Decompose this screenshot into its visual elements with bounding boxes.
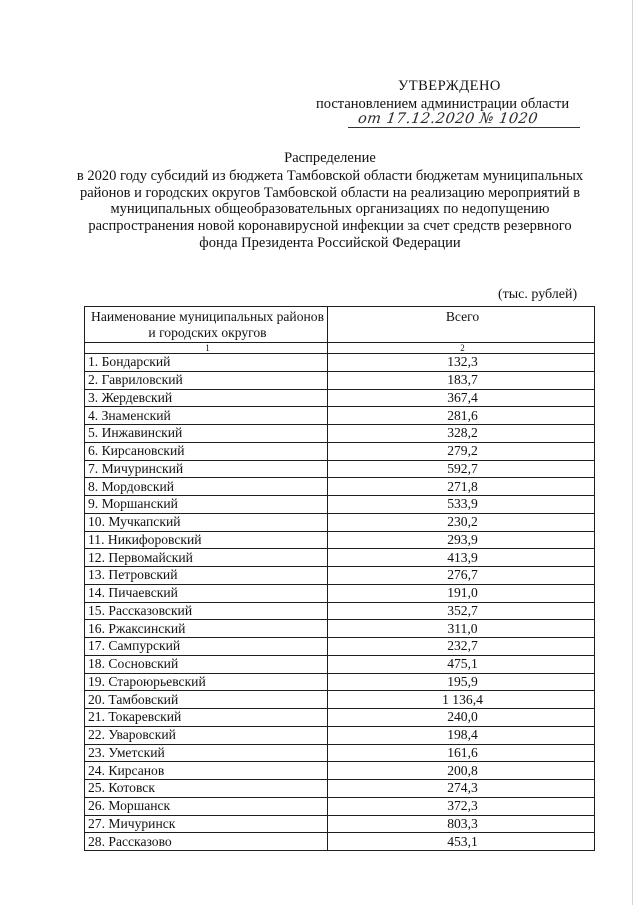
approval-handwritten-date: от 17.12.2020 № 1020 xyxy=(356,111,540,127)
district-total: 1 136,4 xyxy=(328,691,595,709)
district-name: 4. Знаменский xyxy=(85,407,328,425)
document-heading xyxy=(70,150,590,252)
table-row xyxy=(85,549,595,567)
district-name: 28. Рассказово xyxy=(85,833,328,851)
district-total: 533,9 xyxy=(328,496,595,514)
district-total: 200,8 xyxy=(328,762,595,780)
district-name: 20. Тамбовский xyxy=(85,691,328,709)
district-name: 18. Сосновский xyxy=(85,655,328,673)
district-name: 7. Мичуринский xyxy=(85,460,328,478)
district-total: 311,0 xyxy=(328,620,595,638)
district-total: 372,3 xyxy=(328,797,595,815)
district-name: 13. Петровский xyxy=(85,567,328,585)
district-name: 21. Токаревский xyxy=(85,709,328,727)
table-row xyxy=(85,407,595,425)
district-total: 240,0 xyxy=(328,709,595,727)
district-total: 475,1 xyxy=(328,655,595,673)
table-row xyxy=(85,726,595,744)
district-name: 26. Моршанск xyxy=(85,797,328,815)
table-row xyxy=(85,478,595,496)
district-total: 803,3 xyxy=(328,815,595,833)
table-row xyxy=(85,709,595,727)
table-row xyxy=(85,371,595,389)
district-name: 10. Мучкапский xyxy=(85,513,328,531)
table-row xyxy=(85,442,595,460)
district-total: 274,3 xyxy=(328,780,595,798)
table-row xyxy=(85,389,595,407)
column-number-row xyxy=(85,343,595,354)
scan-edge-line xyxy=(632,0,633,905)
district-name: 16. Ржаксинский xyxy=(85,620,328,638)
district-name: 23. Уметский xyxy=(85,744,328,762)
table-row xyxy=(85,762,595,780)
district-name: 8. Мордовский xyxy=(85,478,328,496)
district-name: 19. Староюрьевский xyxy=(85,673,328,691)
table-row xyxy=(85,744,595,762)
district-name: 22. Уваровский xyxy=(85,726,328,744)
district-total: 328,2 xyxy=(328,425,595,443)
district-total: 183,7 xyxy=(328,371,595,389)
district-total: 198,4 xyxy=(328,726,595,744)
district-total: 276,7 xyxy=(328,567,595,585)
units-label: (тыс. рублей) xyxy=(498,287,578,302)
district-name: 27. Мичуринск xyxy=(85,815,328,833)
district-name: 17. Сампурский xyxy=(85,638,328,656)
district-name: 12. Первомайский xyxy=(85,549,328,567)
table-row xyxy=(85,425,595,443)
table-row xyxy=(85,460,595,478)
district-name: 3. Жердевский xyxy=(85,389,328,407)
district-total: 413,9 xyxy=(328,549,595,567)
table-header-row xyxy=(85,307,595,343)
district-name: 11. Никифоровский xyxy=(85,531,328,549)
table-row xyxy=(85,655,595,673)
table-row xyxy=(85,354,595,372)
table-row xyxy=(85,620,595,638)
district-name: 9. Моршанский xyxy=(85,496,328,514)
table-row xyxy=(85,673,595,691)
table-row xyxy=(85,638,595,656)
approval-by: постановлением администрации области xyxy=(316,96,570,112)
district-name: 15. Рассказовский xyxy=(85,602,328,620)
table-row xyxy=(85,691,595,709)
district-total: 279,2 xyxy=(328,442,595,460)
table-row xyxy=(85,780,595,798)
table-row xyxy=(85,531,595,549)
district-total: 367,4 xyxy=(328,389,595,407)
district-name: 6. Кирсановский xyxy=(85,442,328,460)
district-total: 232,7 xyxy=(328,638,595,656)
district-total: 271,8 xyxy=(328,478,595,496)
district-total: 592,7 xyxy=(328,460,595,478)
district-total: 281,6 xyxy=(328,407,595,425)
table-row xyxy=(85,815,595,833)
header-name: Наименование муниципальных районов и городских округов xyxy=(85,307,328,343)
distribution-table xyxy=(84,306,595,851)
district-total: 453,1 xyxy=(328,833,595,851)
district-name: 2. Гавриловский xyxy=(85,371,328,389)
district-name: 5. Инжавинский xyxy=(85,425,328,443)
district-name: 14. Пичаевский xyxy=(85,584,328,602)
header-total: Всего xyxy=(328,307,595,343)
district-name: 25. Котовск xyxy=(85,780,328,798)
table-row xyxy=(85,513,595,531)
table-row xyxy=(85,833,595,851)
district-total: 161,6 xyxy=(328,744,595,762)
handwritten-underline xyxy=(348,127,580,128)
district-total: 191,0 xyxy=(328,584,595,602)
district-total: 195,9 xyxy=(328,673,595,691)
approval-title: УТВЕРЖДЕНО xyxy=(398,78,501,94)
heading-title: Распределение xyxy=(284,150,376,166)
table-row xyxy=(85,567,595,585)
district-name: 24. Кирсанов xyxy=(85,762,328,780)
district-total: 230,2 xyxy=(328,513,595,531)
district-total: 293,9 xyxy=(328,531,595,549)
district-total: 132,3 xyxy=(328,354,595,372)
table-row xyxy=(85,797,595,815)
column-number-1: 1 xyxy=(85,343,328,354)
table-row xyxy=(85,602,595,620)
district-name: 1. Бондарский xyxy=(85,354,328,372)
column-number-2: 2 xyxy=(328,343,595,354)
table-row xyxy=(85,496,595,514)
table-row xyxy=(85,584,595,602)
district-total: 352,7 xyxy=(328,602,595,620)
heading-body: в 2020 году субсидий из бюджета Тамбовской области бюджетам муниципальных районов и городских округов Тамбовской области на реализацию мероприятий в муниципальных общеобразовательных организациях по недопущению распространения новой коронавирусной инфекции за счет средств резервного фонда Президента Российской Федерации xyxy=(76,167,584,251)
